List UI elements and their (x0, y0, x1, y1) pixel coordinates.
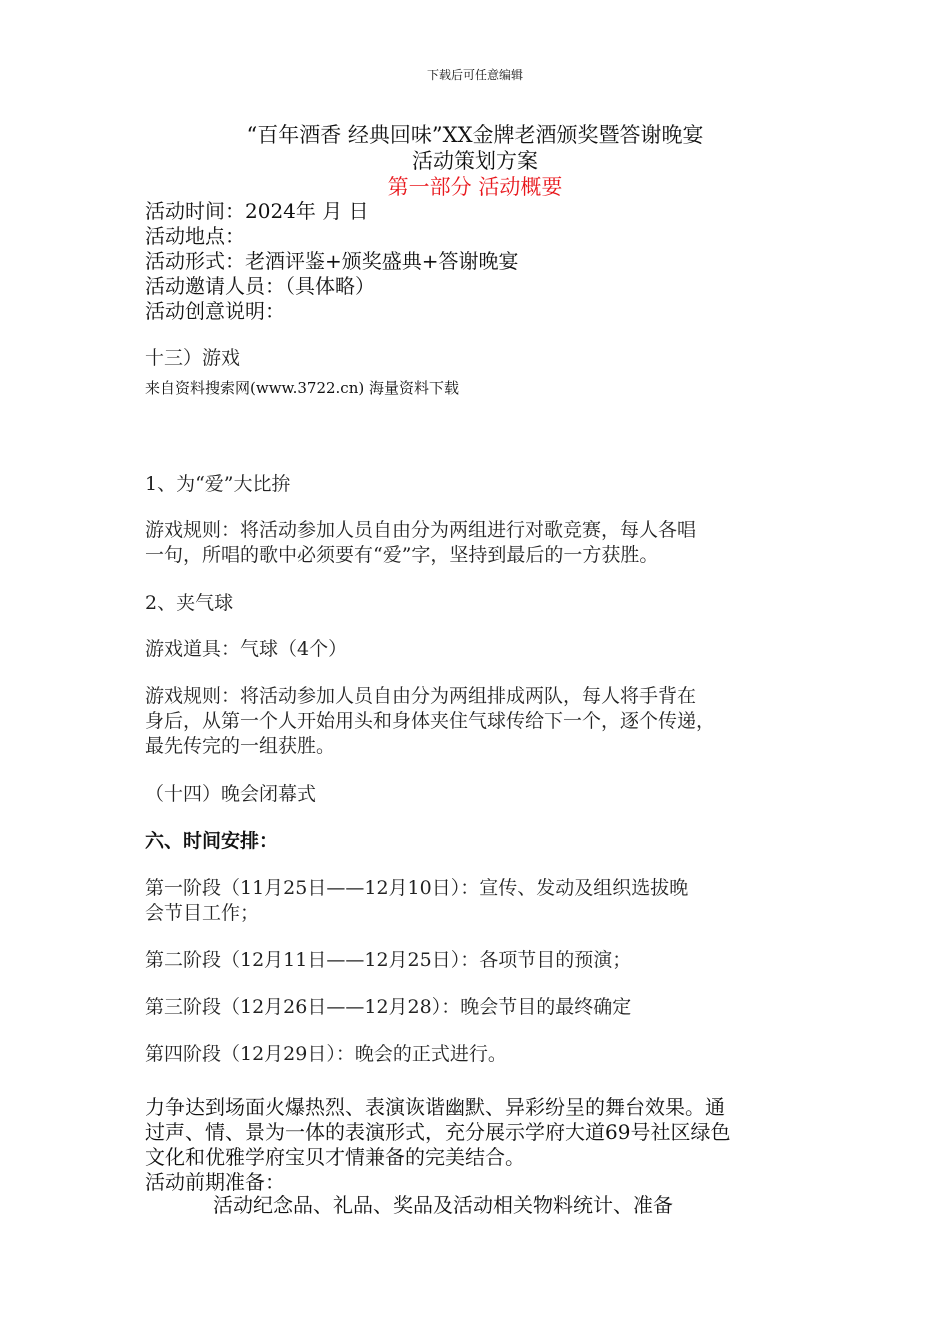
activity-place: 活动地点： (145, 224, 245, 248)
game2-rule-line1: 游戏规则：将活动参加人员自由分为两组排成两队，每人将手背在 (145, 685, 697, 707)
prep-item-1: 活动纪念品、礼品、奖品及活动相关物料统计、准备 (213, 1193, 673, 1217)
activity-idea: 活动创意说明： (145, 299, 285, 323)
game1-rule-line1: 游戏规则：将活动参加人员自由分为两组进行对歌竞赛，每人各唱 (145, 519, 697, 541)
schedule-stage4: 第四阶段（12月29日）：晚会的正式进行。 (145, 1043, 507, 1065)
source-line: 来自资料搜索网(www.3722.cn) 海量资料下载 (145, 379, 459, 397)
header-note: 下载后可任意编辑 (426, 68, 523, 82)
schedule-stage1-line1: 第一阶段（11月25日——12月10日）：宣传、发动及组织选拔晚 (145, 877, 689, 899)
game1-rule-line2: 一句，所唱的歌中必须要有“爱”字，坚持到最后的一方获胜。 (145, 544, 659, 566)
game2-rule-line3: 最先传完的一组获胜。 (145, 735, 336, 757)
document-subtitle: 活动策划方案 (412, 149, 538, 173)
goal-line1: 力争达到场面火爆热烈、表演诙谐幽默、异彩纷呈的舞台效果。通 (145, 1095, 725, 1119)
activity-form: 活动形式：老酒评鉴+颁奖盛典+答谢晚宴 (145, 249, 519, 273)
goal-line2: 过声、情、景为一体的表演形式，充分展示学府大道69号社区绿色 (145, 1120, 731, 1144)
activity-guests: 活动邀请人员：（具体略） (145, 274, 375, 298)
game2-title: 2、夹气球 (145, 592, 234, 614)
section-heading: 第一部分 活动概要 (387, 175, 563, 199)
document-title: “百年酒香 经典回味”XX金牌老酒颁奖暨答谢晚宴 (246, 123, 704, 147)
game1-title: 1、为“爱”大比拚 (145, 473, 291, 495)
goal-line3: 文化和优雅学府宝贝才情兼备的完美结合。 (145, 1145, 525, 1169)
schedule-heading: 六、时间安排： (145, 830, 279, 852)
closing-ceremony: （十四）晚会闭幕式 (145, 783, 317, 805)
games-heading: 十三）游戏 (145, 347, 241, 369)
game2-props: 游戏道具：气球（4个） (145, 638, 348, 660)
schedule-stage2: 第二阶段（12月11日——12月25日）：各项节目的预演； (145, 949, 632, 971)
schedule-stage1-line2: 会节目工作； (145, 902, 260, 924)
activity-time: 活动时间：2024年 月 日 (145, 199, 369, 223)
prep-heading: 活动前期准备： (145, 1170, 285, 1194)
schedule-stage3: 第三阶段（12月26日——12月28）：晚会节目的最终确定 (145, 996, 632, 1018)
game2-rule-line2: 身后，从第一个人开始用头和身体夹住气球传给下一个，逐个传递， (145, 710, 716, 732)
